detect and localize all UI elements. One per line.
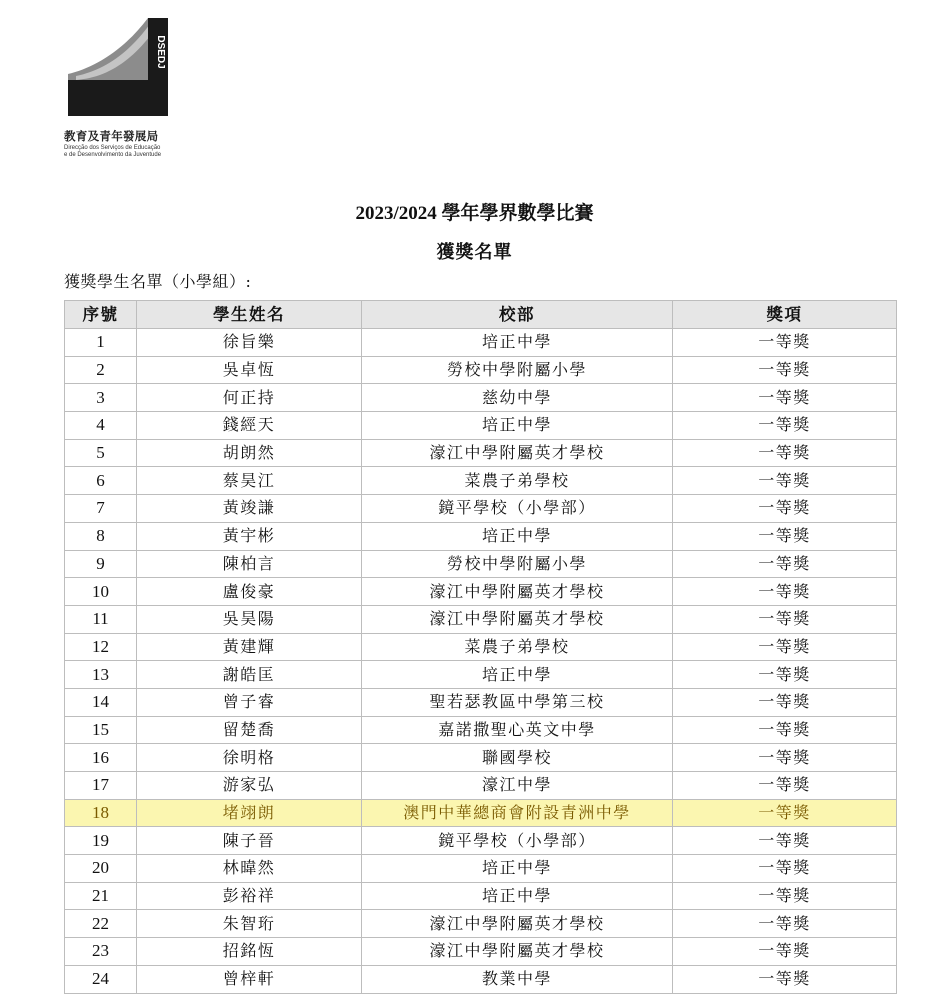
table-row: [65, 661, 897, 689]
table-row: [65, 965, 897, 993]
cell-no: 8: [65, 522, 137, 550]
table-row: [65, 744, 897, 772]
cell-name: 徐旨樂: [137, 329, 362, 357]
cell-school: 勞校中學附屬小學: [362, 356, 673, 384]
cell-name: 曾梓軒: [137, 965, 362, 993]
cell-school: 培正中學: [362, 661, 673, 689]
cell-award: 一等獎: [673, 550, 897, 578]
table-row: [65, 384, 897, 412]
cell-award: 一等獎: [673, 467, 897, 495]
cell-school: 培正中學: [362, 329, 673, 357]
cell-award: 一等獎: [673, 716, 897, 744]
cell-school: 澳門中華總商會附設青洲中學: [362, 799, 673, 827]
cell-name: 胡朗然: [137, 439, 362, 467]
cell-no: 3: [65, 384, 137, 412]
cell-award: 一等獎: [673, 384, 897, 412]
table-row: [65, 467, 897, 495]
cell-no: 22: [65, 910, 137, 938]
cell-school: 鏡平學校（小學部）: [362, 827, 673, 855]
table-row: [65, 938, 897, 966]
cell-no: 2: [65, 356, 137, 384]
table-row: [65, 855, 897, 883]
table-row: [65, 495, 897, 523]
cell-no: 21: [65, 882, 137, 910]
cell-no: 24: [65, 965, 137, 993]
cell-name: 游家弘: [137, 772, 362, 800]
cell-award: 一等獎: [673, 439, 897, 467]
cell-school: 聖若瑟教區中學第三校: [362, 688, 673, 716]
cell-no: 20: [65, 855, 137, 883]
cell-award: 一等獎: [673, 744, 897, 772]
cell-name: 黃宇彬: [137, 522, 362, 550]
cell-award: 一等獎: [673, 633, 897, 661]
cell-school: 濠江中學附屬英才學校: [362, 938, 673, 966]
cell-school: 鏡平學校（小學部）: [362, 495, 673, 523]
cell-no: 4: [65, 412, 137, 440]
dsedj-logo: [64, 16, 184, 166]
table-body: [65, 329, 897, 994]
cell-award: 一等獎: [673, 827, 897, 855]
cell-name: 吳卓恆: [137, 356, 362, 384]
table-row: [65, 772, 897, 800]
table-row: [65, 439, 897, 467]
awards-table: [64, 300, 897, 994]
cell-name: 曾子睿: [137, 688, 362, 716]
cell-name: 朱智珩: [137, 910, 362, 938]
header-school: 校部: [362, 301, 673, 329]
cell-name: 錢經天: [137, 412, 362, 440]
document-subtitle: 獲獎名單: [436, 242, 513, 263]
table-header-row: [65, 301, 897, 329]
logo-org-name-pt-1: Direcção dos Serviços de Educação: [64, 145, 161, 151]
logo-vertical-text: DSEDJ: [155, 35, 166, 69]
table-row: [65, 716, 897, 744]
table-row: [65, 412, 897, 440]
logo-org-name-cn: 教育及青年發展局: [64, 129, 159, 143]
cell-no: 14: [65, 688, 137, 716]
cell-school: 教業中學: [362, 965, 673, 993]
logo-org-name-pt-2: e de Desenvolvimento da Juventude: [64, 152, 162, 158]
cell-name: 黃竣謙: [137, 495, 362, 523]
cell-no: 9: [65, 550, 137, 578]
cell-no: 23: [65, 938, 137, 966]
table-row: [65, 633, 897, 661]
cell-no: 10: [65, 578, 137, 606]
cell-school: 濠江中學附屬英才學校: [362, 605, 673, 633]
cell-school: 嘉諾撒聖心英文中學: [362, 716, 673, 744]
cell-no: 13: [65, 661, 137, 689]
cell-name: 招銘恆: [137, 938, 362, 966]
cell-name: 盧俊豪: [137, 578, 362, 606]
cell-award: 一等獎: [673, 495, 897, 523]
cell-no: 17: [65, 772, 137, 800]
cell-name: 陳柏言: [137, 550, 362, 578]
cell-award: 一等獎: [673, 661, 897, 689]
header-no: 序號: [65, 301, 137, 329]
cell-award: 一等獎: [673, 882, 897, 910]
cell-no: 12: [65, 633, 137, 661]
table-row: [65, 522, 897, 550]
dsedj-emblem-icon: [64, 16, 184, 128]
cell-award: 一等獎: [673, 772, 897, 800]
cell-school: 慈幼中學: [362, 384, 673, 412]
cell-name: 謝皓匡: [137, 661, 362, 689]
cell-award: 一等獎: [673, 688, 897, 716]
cell-no: 6: [65, 467, 137, 495]
table-row: [65, 550, 897, 578]
cell-school: 聯國學校: [362, 744, 673, 772]
cell-name: 何正持: [137, 384, 362, 412]
cell-school: 濠江中學附屬英才學校: [362, 578, 673, 606]
cell-school: 培正中學: [362, 412, 673, 440]
cell-no: 16: [65, 744, 137, 772]
table-row: [65, 827, 897, 855]
table-row: [65, 605, 897, 633]
cell-school: 培正中學: [362, 855, 673, 883]
cell-name: 堵翊朗: [137, 799, 362, 827]
cell-name: 彭裕祥: [137, 882, 362, 910]
cell-no: 11: [65, 605, 137, 633]
cell-award: 一等獎: [673, 605, 897, 633]
cell-name: 黃建輝: [137, 633, 362, 661]
table-row: [65, 882, 897, 910]
table-row: [65, 688, 897, 716]
cell-award: 一等獎: [673, 329, 897, 357]
table-row: [65, 356, 897, 384]
cell-name: 吳昊陽: [137, 605, 362, 633]
document-title: 2023/2024 學年學界數學比賽: [355, 203, 594, 224]
cell-school: 濠江中學: [362, 772, 673, 800]
cell-school: 培正中學: [362, 882, 673, 910]
cell-name: 徐明格: [137, 744, 362, 772]
cell-school: 菜農子弟學校: [362, 467, 673, 495]
section-label: 獲獎學生名單（小學組）:: [64, 272, 252, 291]
cell-no: 7: [65, 495, 137, 523]
cell-award: 一等獎: [673, 799, 897, 827]
header-award: 獎項: [673, 301, 897, 329]
table-row: [65, 329, 897, 357]
cell-school: 濠江中學附屬英才學校: [362, 910, 673, 938]
cell-name: 陳子晉: [137, 827, 362, 855]
cell-name: 留楚喬: [137, 716, 362, 744]
cell-no: 5: [65, 439, 137, 467]
table-row: [65, 578, 897, 606]
cell-award: 一等獎: [673, 522, 897, 550]
cell-award: 一等獎: [673, 910, 897, 938]
cell-no: 18: [65, 799, 137, 827]
table-row: [65, 910, 897, 938]
cell-award: 一等獎: [673, 938, 897, 966]
cell-school: 勞校中學附屬小學: [362, 550, 673, 578]
cell-award: 一等獎: [673, 412, 897, 440]
cell-school: 濠江中學附屬英才學校: [362, 439, 673, 467]
cell-no: 19: [65, 827, 137, 855]
table-row: [65, 799, 897, 827]
cell-no: 1: [65, 329, 137, 357]
header-name: 學生姓名: [137, 301, 362, 329]
cell-award: 一等獎: [673, 965, 897, 993]
cell-name: 林暐然: [137, 855, 362, 883]
cell-award: 一等獎: [673, 356, 897, 384]
cell-name: 蔡昊江: [137, 467, 362, 495]
cell-school: 菜農子弟學校: [362, 633, 673, 661]
cell-award: 一等獎: [673, 578, 897, 606]
cell-school: 培正中學: [362, 522, 673, 550]
cell-no: 15: [65, 716, 137, 744]
cell-award: 一等獎: [673, 855, 897, 883]
